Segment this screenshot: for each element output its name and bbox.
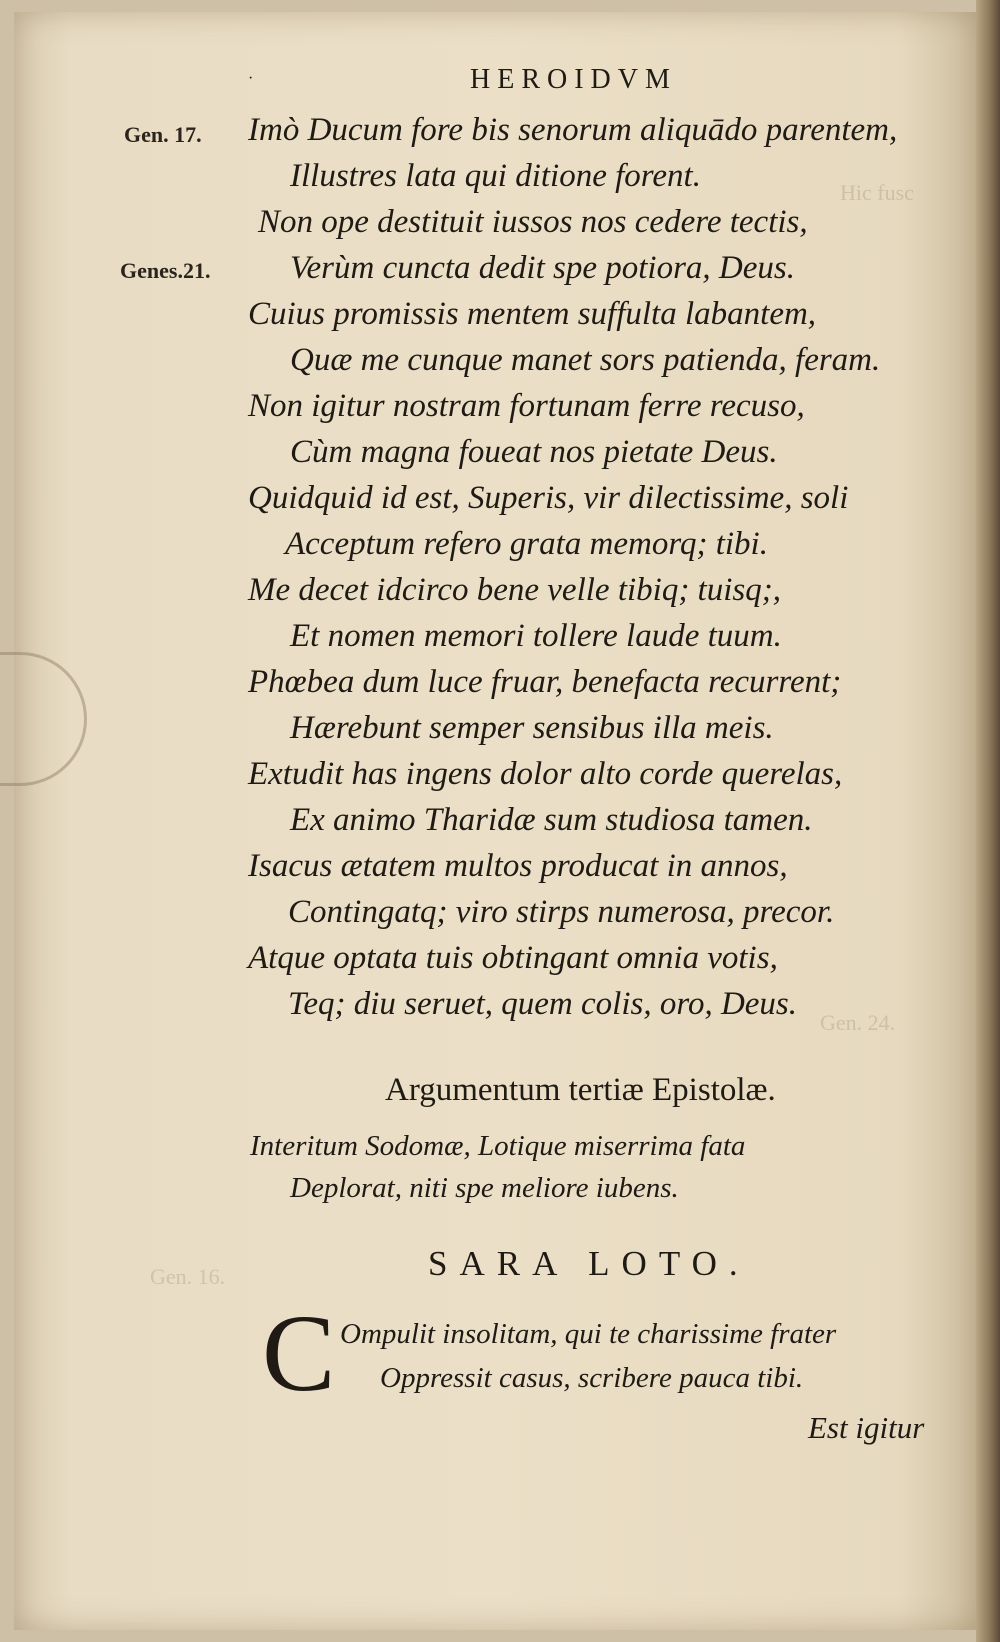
verse-line: Isacus ætatem multos producat in annos, [248,848,788,884]
verse-line: Extudit has ingens dolor alto corde querelas, [248,756,843,792]
show-through: Hic fusc [840,180,914,205]
epistle-title: SARA LOTO. [428,1244,750,1283]
argument-title: Argumentum tertiæ Epistolæ. [385,1072,776,1108]
show-through: Gen. 24. [820,1010,896,1035]
verse-line: Quæ me cunque manet sors patienda, feram. [290,342,881,378]
argument-line: Interitum Sodomæ, Lotique miserrima fata [250,1130,746,1162]
epistle-line: Ompulit insolitam, qui te charissime frater [340,1318,837,1350]
verse-line: Imò Ducum fore bis senorum aliquādo parentem, [248,112,898,148]
verse-line: Et nomen memori tollere laude tuum. [290,618,782,654]
verse-line: Non igitur nostram fortunam ferre recuso, [248,388,805,424]
verse-line: Cùm magna foueat nos pietate Deus. [290,434,778,470]
verse-line: Acceptum refero grata memorq; tibi. [285,526,768,562]
verse-line: Verùm cuncta dedit spe potiora, Deus. [290,250,796,286]
verse-line: Me decet idcirco bene velle tibiq; tuisq;, [248,572,781,608]
header-ornament: · [248,70,254,87]
verse-line: Atque optata tuis obtingant omnia votis, [248,940,778,976]
running-title: HEROIDVM [470,64,677,95]
verse-line: Illustres lata qui ditione forent. [290,158,701,194]
argument-line: Deplorat, niti spe meliore iubens. [290,1172,679,1204]
catchword: Est igitur [808,1410,925,1445]
show-through: Gen. 16. [150,1264,226,1289]
verse-line: Teq; diu seruet, quem colis, oro, Deus. [288,986,798,1022]
verse-line: Ex animo Tharidæ sum studiosa tamen. [290,802,813,838]
verse-line: Hærebunt semper sensibus illa meis. [290,710,774,746]
margin-note-gen17: Gen. 17. [124,122,202,147]
margin-note-genes21: Genes.21. [120,258,211,283]
verse-line: Phœbea dum luce fruar, benefacta recurrent; [248,664,842,700]
page-edge [976,0,1000,1642]
verse-line: Non ope destituit iussos nos cedere tectis, [258,204,808,240]
verse-line: Quidquid id est, Superis, vir dilectissime, soli [248,480,849,516]
verse-line: Contingatq; viro stirps numerosa, precor. [288,894,835,930]
verse-line: Cuius promissis mentem suffulta labantem, [248,296,817,332]
drop-capital: C [262,1292,336,1414]
epistle-line: Oppressit casus, scribere pauca tibi. [380,1362,804,1394]
